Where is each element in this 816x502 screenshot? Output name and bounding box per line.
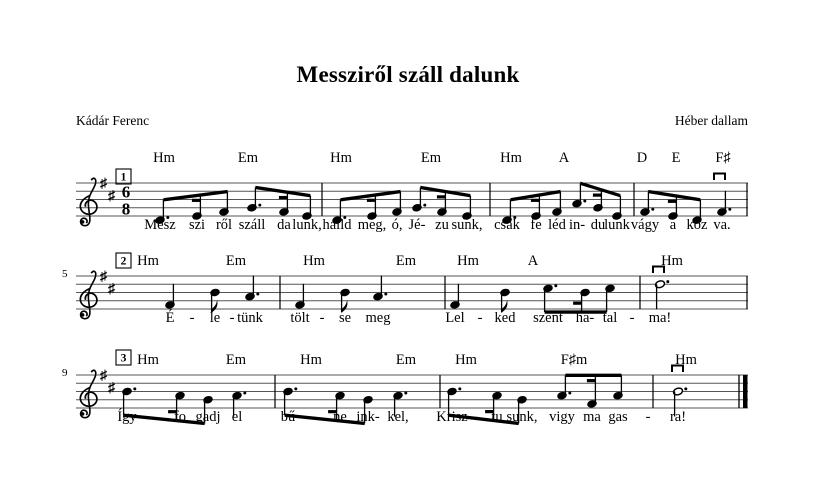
augmentation-dot: [684, 387, 687, 390]
chord-label: Hm: [455, 352, 477, 368]
note: [245, 276, 259, 301]
rehearsal-number: 1: [120, 171, 127, 184]
chord-label: Hm: [330, 150, 352, 166]
note: [717, 191, 731, 216]
clef-stroke: [81, 271, 96, 318]
phrase-pause-mark: [653, 267, 664, 274]
lyric-syllable: vigy: [549, 409, 575, 425]
sixteenth-beam-hook: [587, 379, 596, 382]
lyric-syllable: koz: [686, 217, 708, 233]
chord-label: Hm: [303, 253, 325, 269]
sixteenth-beam-hook: [573, 302, 582, 305]
note: [640, 208, 654, 217]
lyric-syllable: du: [590, 217, 606, 233]
key-sharp-c: ♯: [108, 282, 115, 297]
lyric-syllable: ked: [494, 310, 516, 326]
note: [295, 284, 305, 309]
staff-system: [76, 150, 748, 233]
note: [450, 284, 460, 309]
chord-label: A: [527, 253, 539, 269]
lyric-syllable: vágy: [630, 217, 660, 233]
author-name: Kádár Ferenc: [76, 113, 150, 128]
lyric-syllable: ink-: [356, 409, 380, 425]
lyric-syllable: da: [277, 217, 291, 233]
lyric-syllable: gadj: [195, 409, 221, 425]
chord-label: Em: [237, 150, 259, 166]
lyric-syllable: ha-: [575, 310, 595, 326]
chord-label: Hm: [457, 253, 479, 269]
chord-label: Hm: [153, 150, 175, 166]
augmentation-dot: [294, 387, 297, 390]
chord-label: Hm: [300, 352, 322, 368]
key-sharp-c: ♯: [108, 189, 115, 204]
lyric-hyphen: -: [473, 409, 479, 425]
lyric-syllable: léd: [548, 217, 566, 233]
chord-label: Em: [225, 253, 247, 269]
clef-dot: [81, 412, 85, 416]
lyric-syllable: Jé-: [408, 217, 426, 233]
lyric-syllable: ra!: [669, 409, 687, 425]
lyric-syllable: halld: [322, 217, 352, 233]
key-sharp-f: ♯: [100, 176, 107, 192]
augmentation-dot: [458, 387, 461, 390]
clef-stroke: [81, 178, 96, 225]
lyric-syllable: se: [338, 310, 352, 326]
key-sharp-f: ♯: [100, 368, 107, 384]
lyric-syllable: le: [209, 310, 221, 326]
sixteenth-beam-hook: [367, 199, 376, 202]
lyric-syllable: Így: [117, 409, 137, 425]
chord-label: D: [636, 150, 648, 166]
augmentation-dot: [384, 293, 387, 296]
chord-label: A: [558, 150, 570, 166]
chord-label: Em: [395, 352, 417, 368]
rehearsal-number: 2: [120, 255, 127, 268]
melody-source: Héber dallam: [674, 113, 748, 128]
lyric-syllable: Krisz: [436, 409, 468, 425]
lyric-hyphen: -: [629, 310, 635, 326]
beam: [285, 414, 365, 426]
time-sig-denominator: 8: [121, 199, 131, 219]
lyric-syllable: gas: [608, 409, 628, 425]
lyric-syllable: szent: [533, 310, 563, 326]
lyric-syllable: in-: [568, 217, 586, 233]
page-title: Messziről száll dalunk: [296, 62, 520, 87]
key-sharp-f: ♯: [100, 269, 107, 285]
chord-label: F♯m: [560, 352, 588, 368]
lyric-hyphen: -: [311, 409, 317, 425]
measure-number: 5: [62, 268, 68, 280]
chord-label: E: [671, 150, 681, 166]
augmentation-dot: [243, 392, 246, 395]
note: [557, 391, 571, 400]
treble-clef-icon: [80, 271, 97, 318]
lyric-syllable: fo: [173, 409, 187, 425]
lyric-syllable: csak: [494, 217, 520, 233]
rehearsal-number: 3: [120, 352, 127, 365]
lyric-syllable: lunk,: [292, 217, 322, 233]
time-sig-numerator: 6: [121, 182, 131, 202]
lyric-syllable: ó,: [391, 217, 403, 233]
note: [572, 199, 586, 208]
lyric-syllable: ne: [333, 409, 347, 425]
lyric-syllable: szi: [188, 217, 206, 233]
lyric-hyphen: -: [189, 310, 195, 326]
lyric-syllable: sunk,: [451, 217, 483, 233]
lyric-syllable: fe: [530, 217, 542, 233]
lyric-syllable: száll: [238, 217, 266, 233]
clef-stroke: [81, 370, 96, 417]
lyric-hyphen: -: [229, 310, 235, 326]
augmentation-dot: [554, 284, 557, 287]
staff-system: [62, 350, 748, 425]
chord-label: Em: [420, 150, 442, 166]
lyric-syllable: el: [231, 409, 243, 425]
lyric-syllable: va.: [713, 217, 731, 233]
phrase-pause-mark: [672, 366, 683, 373]
sixteenth-beam-hook: [668, 200, 677, 203]
lyric-syllable: Lel: [445, 310, 465, 326]
treble-clef-icon: [80, 370, 97, 417]
sixteenth-beam-hook: [593, 194, 602, 197]
augmentation-dot: [728, 208, 731, 211]
chord-label: F♯: [715, 150, 731, 166]
clef-dot: [81, 313, 85, 317]
augmentation-dot: [651, 208, 654, 211]
augmentation-dot: [258, 204, 261, 207]
chord-label: Hm: [500, 150, 522, 166]
augmentation-dot: [133, 387, 136, 390]
lyric-syllable: sunk,: [506, 409, 538, 425]
lyric-syllable: tu: [491, 409, 503, 425]
augmentation-dot: [666, 280, 669, 283]
augmentation-dot: [404, 392, 407, 395]
augmentation-dot: [583, 200, 586, 203]
phrase-pause-mark: [714, 174, 725, 181]
treble-clef-icon: [80, 178, 97, 225]
chord-label: Em: [225, 352, 247, 368]
lyric-syllable: bű: [280, 409, 296, 425]
lyric-syllable: É: [165, 310, 175, 326]
chord-label: Em: [395, 253, 417, 269]
lyric-syllable: meg: [365, 310, 391, 326]
lyric-syllable: tölt: [290, 310, 310, 326]
note: [373, 276, 387, 301]
chord-label: Hm: [137, 253, 159, 269]
lyric-syllable: zu: [435, 217, 449, 233]
lyric-syllable: Mesz: [144, 217, 176, 233]
final-barline-thick: [743, 375, 748, 408]
lyric-syllable: ről: [215, 217, 233, 233]
lyric-syllable: ma: [583, 409, 601, 425]
lyric-syllable: ma!: [648, 310, 672, 326]
chord-label: Hm: [675, 352, 697, 368]
lyric-hyphen: -: [477, 310, 483, 326]
chord-label: Hm: [661, 253, 683, 269]
lyric-syllable: tal: [602, 310, 618, 326]
lyric-syllable: kel,: [387, 409, 409, 425]
note: [165, 284, 175, 309]
sixteenth-beam-hook: [279, 196, 288, 199]
measure-number: 9: [62, 367, 68, 379]
sixteenth-beam-hook: [437, 195, 446, 198]
clef-dot: [81, 220, 85, 224]
chord-label: Hm: [137, 352, 159, 368]
augmentation-dot: [256, 293, 259, 296]
sixteenth-beam-hook: [192, 199, 201, 202]
staff-system: [62, 253, 748, 326]
lyric-syllable: meg,: [357, 217, 387, 233]
lyric-syllable: lunk: [604, 217, 630, 233]
lyric-hyphen: -: [319, 310, 325, 326]
augmentation-dot: [568, 392, 571, 395]
note: [543, 284, 557, 293]
beam: [565, 374, 621, 377]
sixteenth-beam-hook: [531, 199, 540, 202]
augmentation-dot: [423, 204, 426, 207]
lyric-syllable: a: [669, 217, 677, 233]
lyric-syllable: tünk: [237, 310, 263, 326]
lyric-hyphen: -: [645, 409, 651, 425]
key-sharp-c: ♯: [108, 381, 115, 396]
